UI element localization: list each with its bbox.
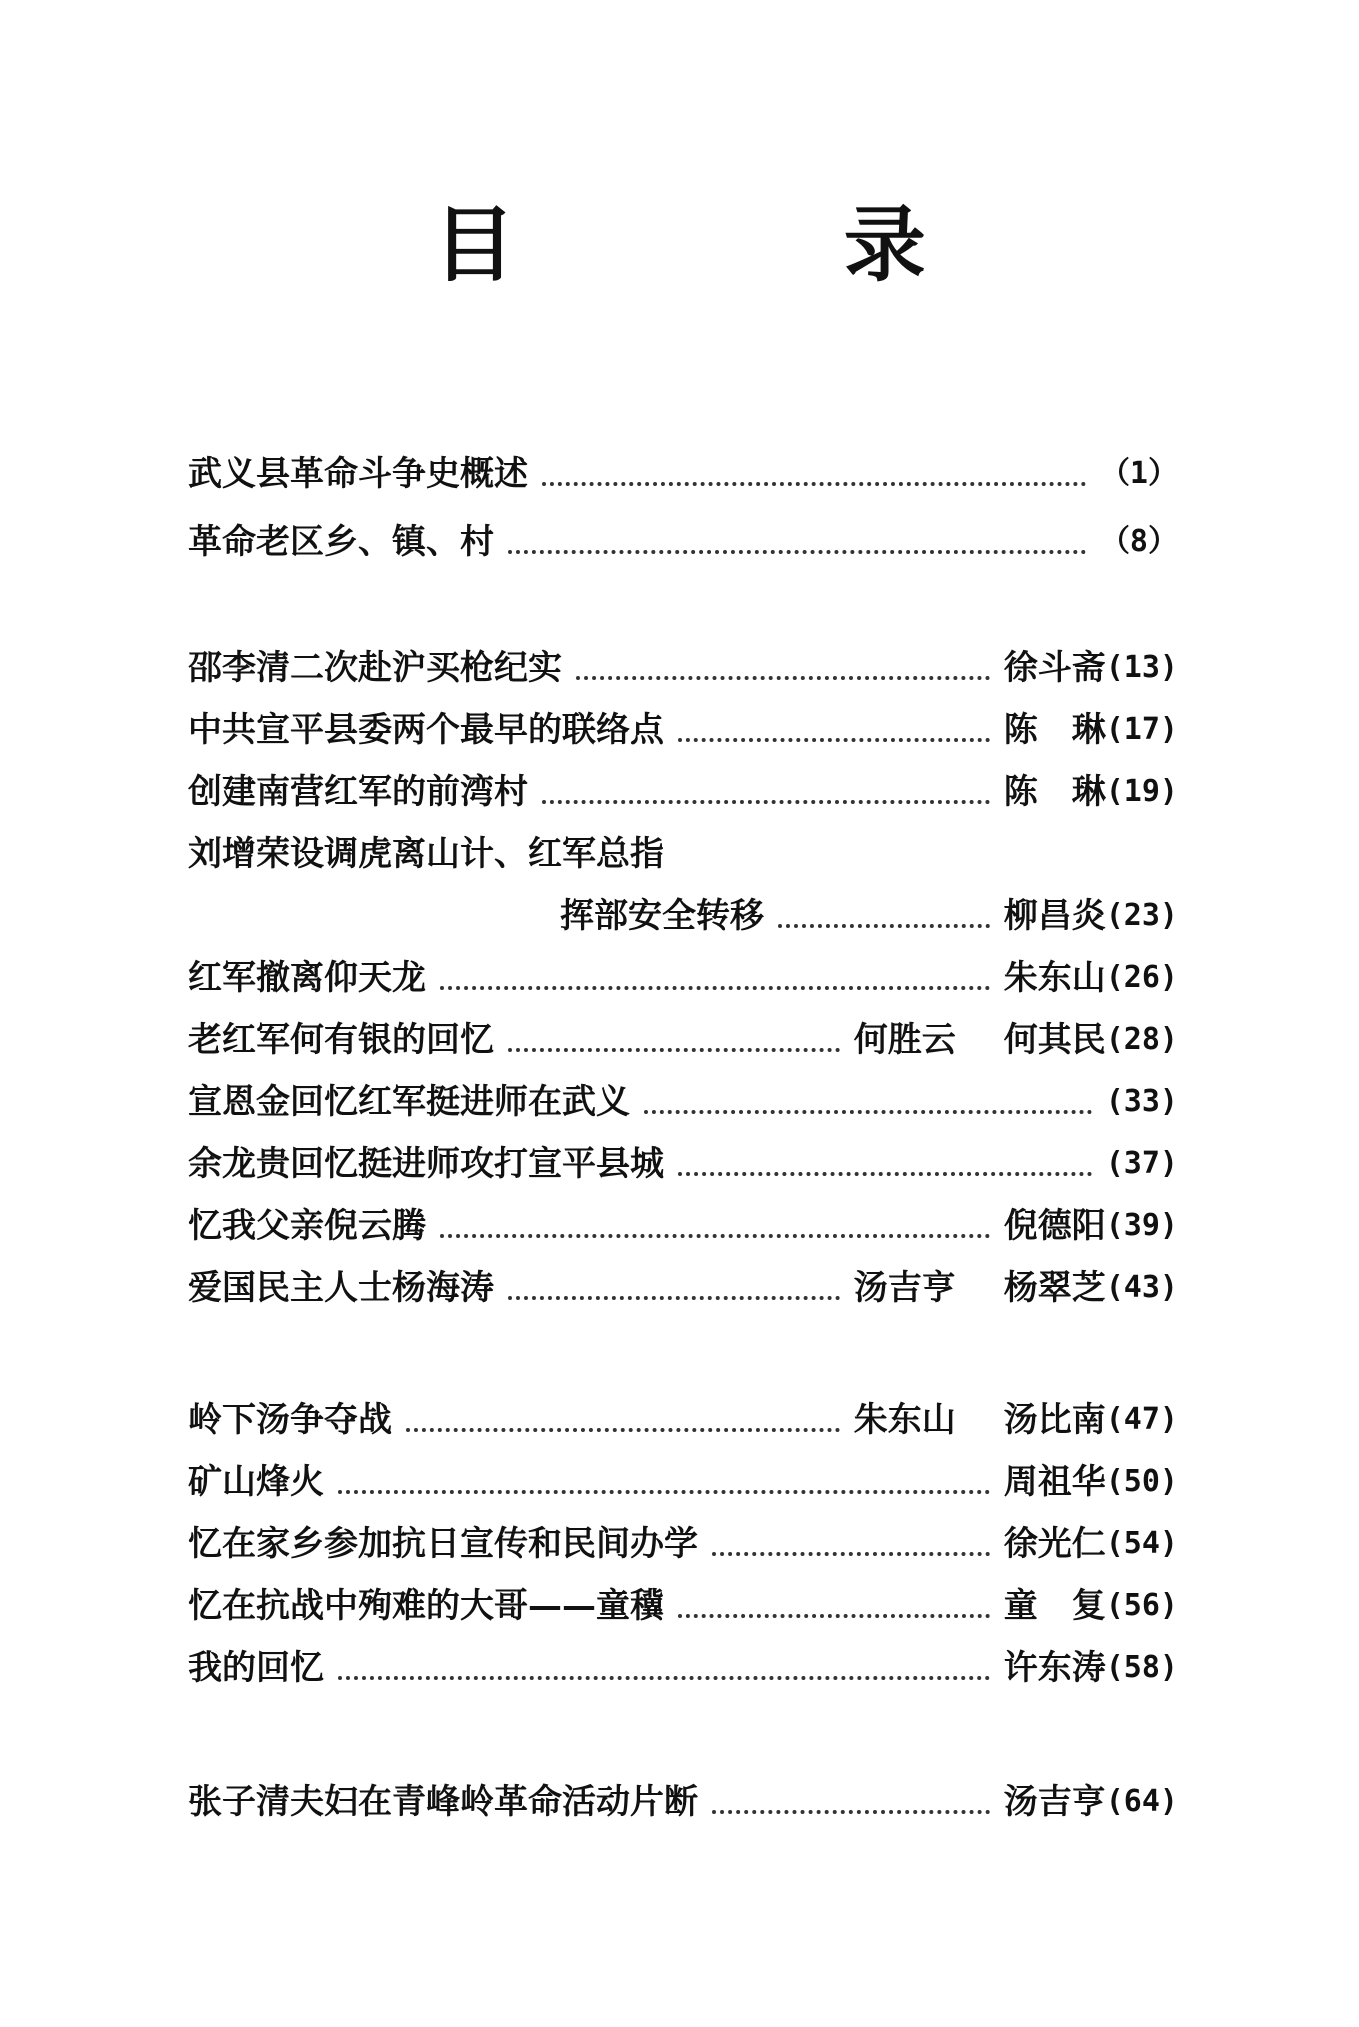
entry-title: 忆在抗战中殉难的大哥——童䆊 — [188, 1586, 664, 1626]
entry-title: 岭下汤争夺战 — [188, 1400, 392, 1440]
toc-entry — [188, 950, 1178, 1006]
entry-title: 创建南营红军的前湾村 — [188, 772, 528, 812]
dot-leader — [678, 1613, 990, 1618]
entry-author: 徐斗斋 — [1003, 648, 1106, 688]
toc-entry — [188, 1454, 1178, 1510]
entry-page: (26) — [1105, 960, 1178, 995]
dot-leader — [406, 1427, 840, 1432]
dot-leader — [778, 923, 990, 928]
entry-author: 徐光仁 — [1003, 1524, 1106, 1564]
entry-page: (50) — [1105, 1464, 1178, 1499]
toc-entry — [188, 764, 1178, 820]
dot-leader — [338, 1489, 990, 1494]
entry-page: （8） — [1099, 524, 1178, 559]
toc-entry — [188, 514, 1178, 570]
entry-author: 许东涛 — [1003, 1648, 1106, 1688]
toc-entry — [188, 702, 1178, 758]
entry-page: (58) — [1105, 1650, 1178, 1685]
entry-title: 矿山烽火 — [188, 1462, 324, 1502]
toc-entry — [188, 1260, 1178, 1316]
entry-page: (43) — [1105, 1270, 1178, 1305]
entry-title: 忆我父亲倪云腾 — [188, 1206, 426, 1246]
entry-title: 邵李清二次赴沪买枪纪实 — [188, 648, 562, 688]
entry-author: 陈 琳 — [1003, 710, 1106, 750]
entry-page: (54) — [1105, 1526, 1178, 1561]
dot-leader — [542, 481, 1086, 486]
toc-entry — [188, 1516, 1178, 1572]
dot-leader — [576, 675, 990, 680]
toc-entry — [188, 1774, 1178, 1830]
entry-page: (33) — [1105, 1084, 1178, 1119]
toc-entry — [188, 1640, 1178, 1696]
entry-title: 余龙贵回忆挺进师攻打宣平县城 — [188, 1144, 664, 1184]
toc-entry — [188, 1012, 1178, 1068]
toc-entry — [188, 1074, 1178, 1130]
dot-leader — [338, 1675, 990, 1680]
entry-author: 陈 琳 — [1003, 772, 1106, 812]
toc-entry — [188, 640, 1178, 696]
dot-leader — [508, 1295, 840, 1300]
entry-title: 忆在家乡参加抗日宣传和民间办学 — [188, 1524, 698, 1564]
entry-page: (39) — [1105, 1208, 1178, 1243]
entry-page: (13) — [1105, 650, 1178, 685]
entry-title: 挥部安全转移 — [560, 896, 764, 936]
entry-author-secondary: 何胜云 — [853, 1020, 956, 1060]
dot-leader — [644, 1109, 1092, 1114]
entry-page: (64) — [1105, 1784, 1178, 1819]
dot-leader — [508, 549, 1086, 554]
entry-title: 我的回忆 — [188, 1648, 324, 1688]
dot-leader — [542, 799, 990, 804]
toc-entry — [188, 1198, 1178, 1254]
entry-title: 武义县革命斗争史概述 — [188, 454, 528, 494]
entry-page: (19) — [1105, 774, 1178, 809]
entry-title: 红军撤离仰天龙 — [188, 958, 426, 998]
entry-author: 童 复 — [1003, 1586, 1106, 1626]
dot-leader — [712, 1551, 990, 1556]
entry-author: 倪德阳 — [1003, 1206, 1106, 1246]
entry-author: 朱东山 — [1003, 958, 1106, 998]
toc-entry-continuation — [188, 888, 1178, 944]
toc-entry — [188, 1578, 1178, 1634]
entry-page: (37) — [1105, 1146, 1178, 1181]
dot-leader — [440, 985, 990, 990]
toc-entry — [188, 826, 1178, 882]
entry-author: 杨翠芝 — [1003, 1268, 1106, 1308]
dot-leader — [440, 1233, 990, 1238]
entry-page: (47) — [1105, 1402, 1178, 1437]
toc-entry — [188, 446, 1178, 502]
entry-author: 周祖华 — [1003, 1462, 1106, 1502]
entry-author-secondary: 汤吉亨 — [853, 1268, 956, 1308]
entry-author: 柳昌炎 — [1003, 896, 1106, 936]
entry-author: 汤比南 — [1003, 1400, 1106, 1440]
entry-author-secondary: 朱东山 — [853, 1400, 956, 1440]
entry-page: (17) — [1105, 712, 1178, 747]
dot-leader — [712, 1809, 990, 1814]
entry-page: (56) — [1105, 1588, 1178, 1623]
entry-title: 宣恩金回忆红军挺进师在武义 — [188, 1082, 630, 1122]
entry-author: 何其民 — [1003, 1020, 1106, 1060]
entry-title: 革命老区乡、镇、村 — [188, 522, 494, 562]
entry-page: （1） — [1099, 456, 1178, 491]
dot-leader — [678, 1171, 1092, 1176]
toc-entry — [188, 1136, 1178, 1192]
entry-title: 老红军何有银的回忆 — [188, 1020, 494, 1060]
entry-title: 刘增荣设调虎离山计、红军总指 — [188, 834, 664, 874]
page-title: 目 录 — [433, 198, 1076, 293]
entry-page: (28) — [1105, 1022, 1178, 1057]
entry-title: 中共宣平县委两个最早的联络点 — [188, 710, 664, 750]
dot-leader — [678, 737, 990, 742]
toc-entry — [188, 1392, 1178, 1448]
entry-title: 张子清夫妇在青峰岭革命活动片断 — [188, 1782, 698, 1822]
entry-author: 汤吉亨 — [1003, 1782, 1106, 1822]
dot-leader — [508, 1047, 840, 1052]
entry-page: (23) — [1105, 898, 1178, 933]
entry-title: 爱国民主人士杨海涛 — [188, 1268, 494, 1308]
